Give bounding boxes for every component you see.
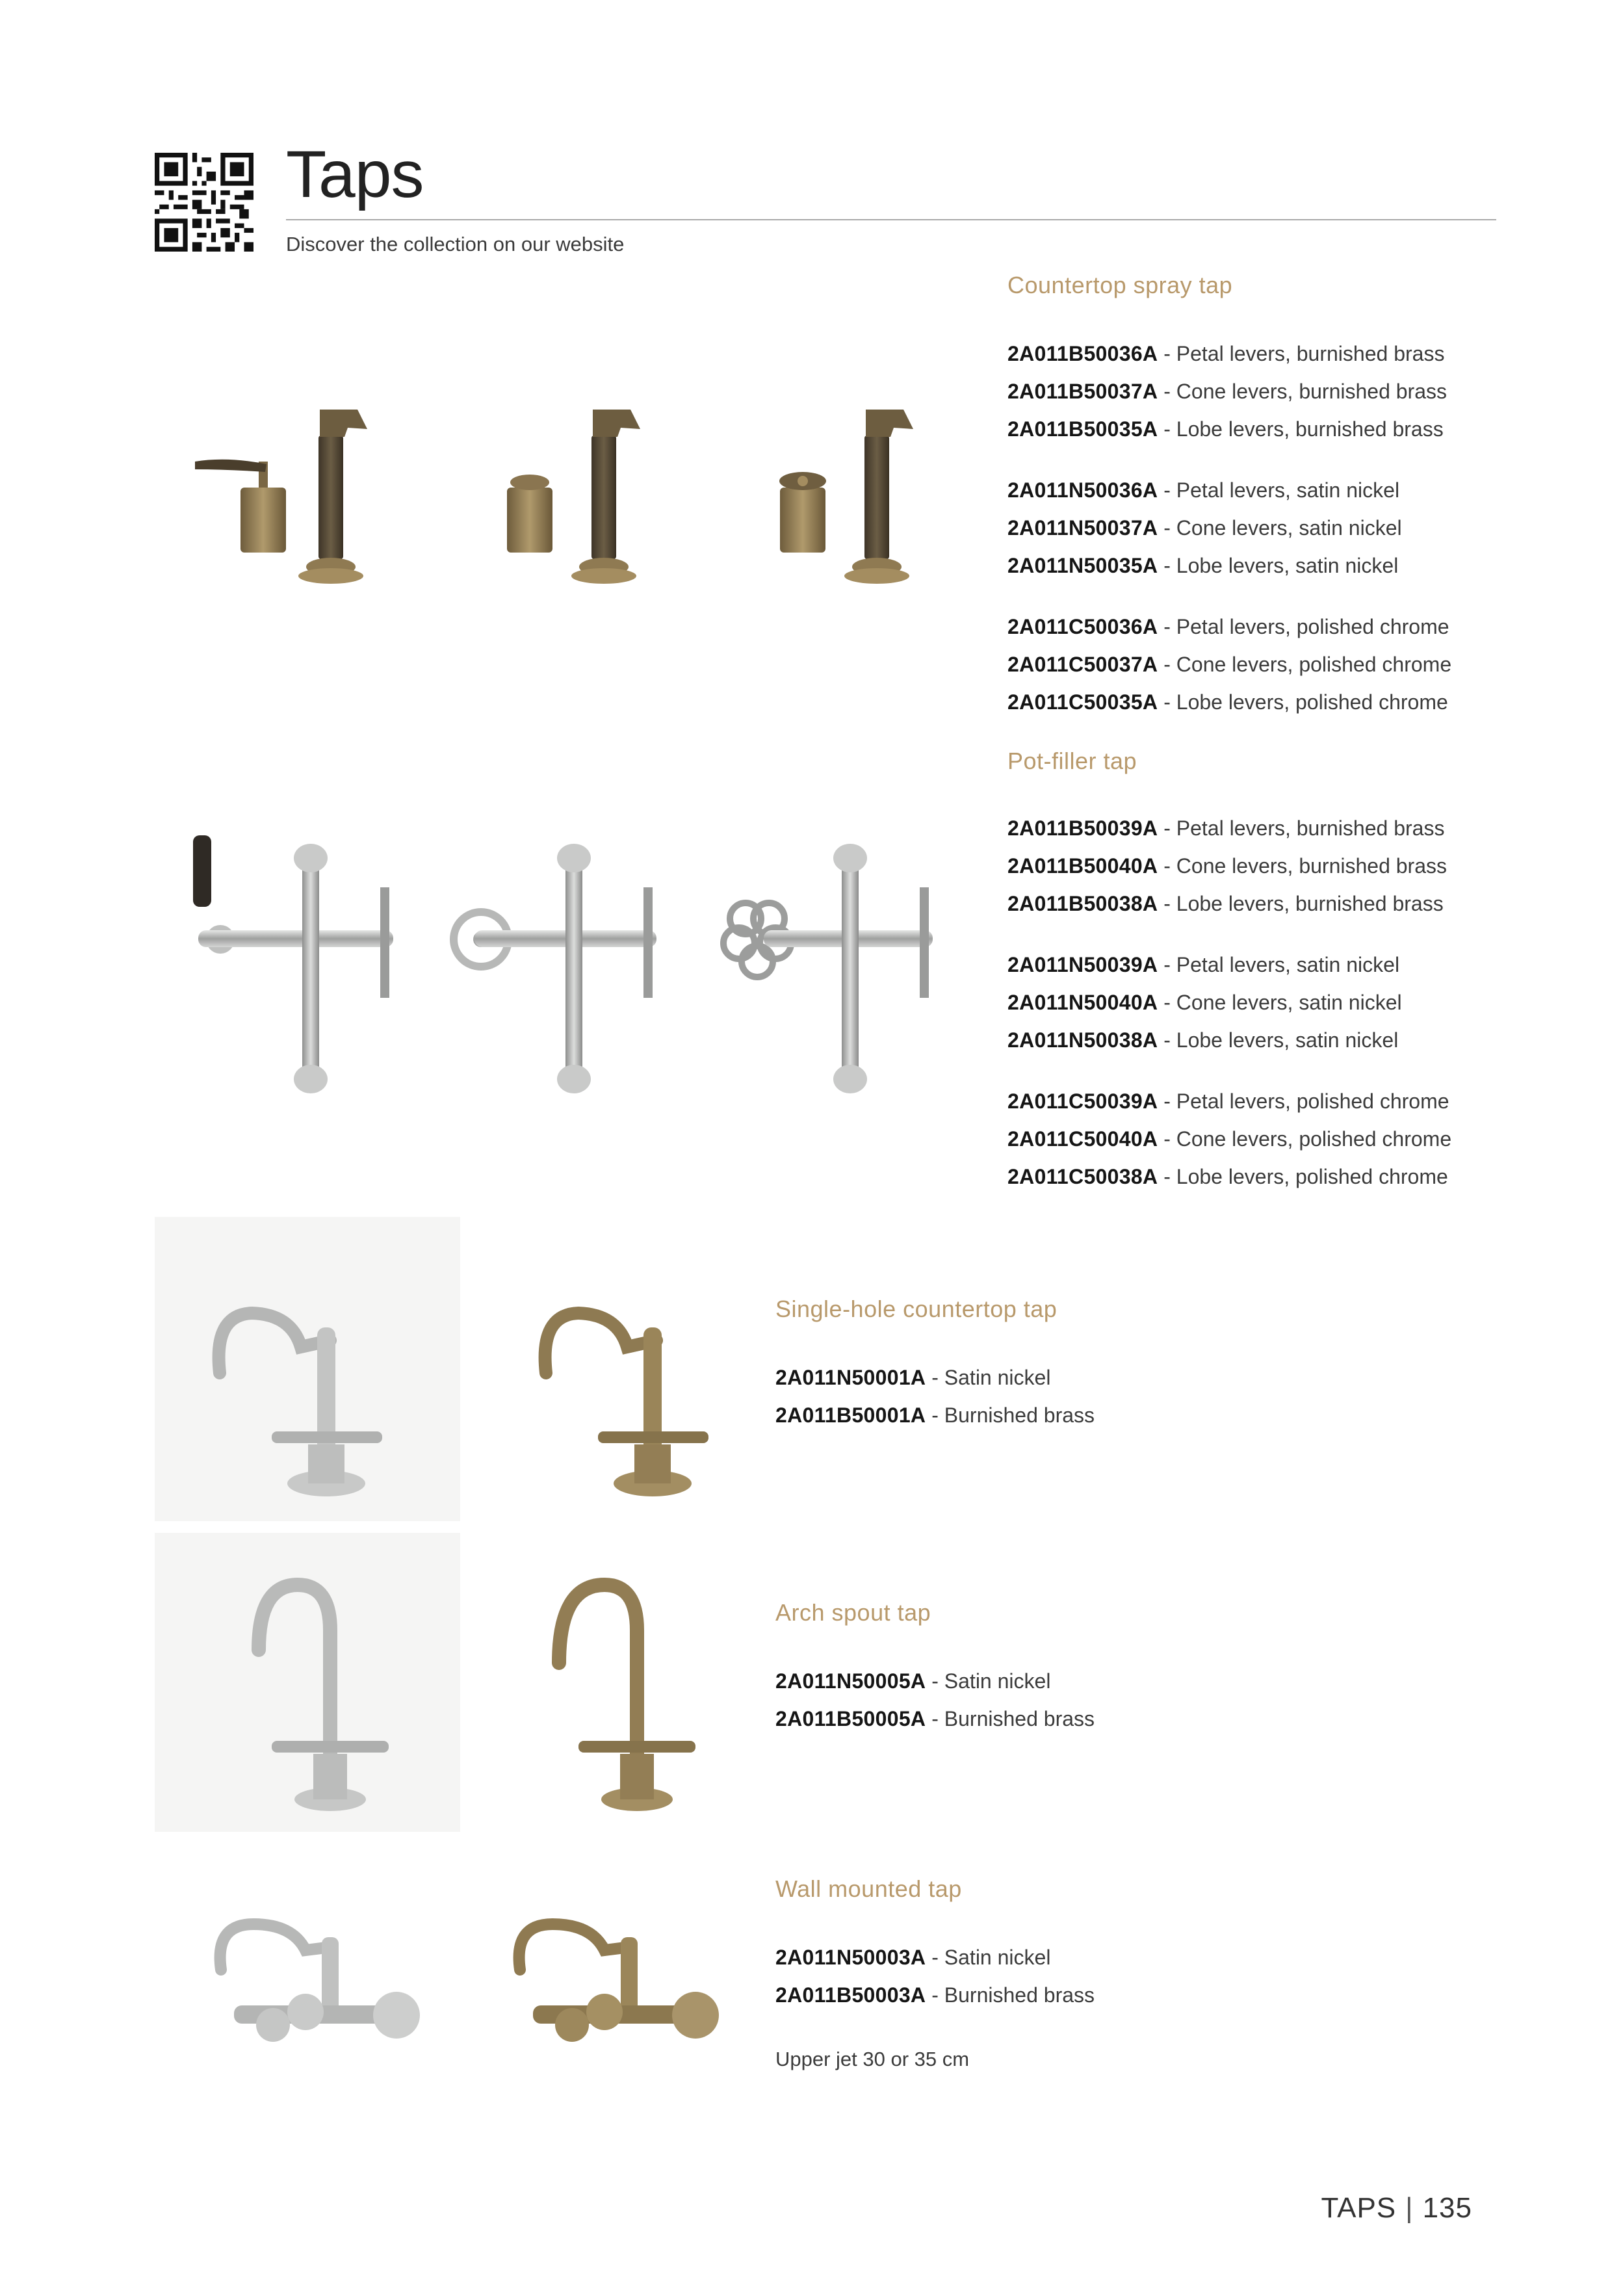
arch-spout-brass-panel: [481, 1533, 786, 1832]
arch-spout-brass-image: [481, 1533, 786, 1832]
arch-spout-code-list: [775, 1662, 1095, 1738]
spray-tap-images: [188, 397, 955, 585]
section-title-wall-mounted: Wall mounted tap: [775, 1875, 962, 1902]
pot-filler-cone-image: [454, 844, 656, 1093]
pot-filler-petal-image: [193, 835, 393, 1093]
list-item: 2A011N50001A - Satin nickel: [775, 1366, 1051, 1389]
section-title-single-hole: Single-hole countertop tap: [775, 1296, 1058, 1322]
list-item: 2A011B50001A - Burnished brass: [775, 1403, 1095, 1427]
spray-tap-cone-image: [507, 410, 640, 584]
list-item: 2A011N50037A - Cone levers, satin nickel: [1007, 516, 1402, 540]
spray-tap-petal-image: [195, 410, 367, 584]
section-title-arch-spout: Arch spout tap: [775, 1599, 931, 1626]
website-link-text[interactable]: Discover the collection on our website: [286, 233, 625, 255]
list-item: 2A011C50040A - Cone levers, polished chrome: [1007, 1127, 1452, 1151]
wall-mounted-brass-image: [519, 1924, 719, 2042]
single-hole-nickel-panel: [155, 1217, 460, 1521]
list-item: 2A011C50035A - Lobe levers, polished chrome: [1007, 690, 1448, 714]
qr-code-icon[interactable]: [155, 153, 253, 252]
section-title-pot-filler: Pot-filler tap: [1007, 748, 1137, 774]
wall-mounted-images: [195, 1898, 741, 2093]
wall-mounted-note: Upper jet 30 or 35 cm: [775, 2048, 970, 2070]
potfiller-code-list: [1007, 809, 1451, 1195]
page-number: 135: [1422, 2192, 1472, 2224]
list-item: 2A011N50035A - Lobe levers, satin nickel: [1007, 554, 1399, 577]
list-item: 2A011C50039A - Petal levers, polished chrome: [1007, 1089, 1449, 1113]
list-item: 2A011B50039A - Petal levers, burnished brass: [1007, 816, 1445, 840]
arch-spout-nickel-image: [155, 1533, 460, 1832]
list-item: 2A011C50036A - Petal levers, polished chrome: [1007, 615, 1449, 638]
list-item: 2A011N50039A - Petal levers, satin nickel: [1007, 953, 1400, 976]
page-footer: [1321, 2192, 1472, 2224]
spray-tap-lobe-image: [779, 410, 913, 584]
pot-filler-images: [185, 816, 978, 1102]
list-item: 2A011B50038A - Lobe levers, burnished brass: [1007, 892, 1444, 915]
single-hole-brass-image: [481, 1217, 786, 1521]
list-item: 2A011N50003A - Satin nickel: [775, 1946, 1051, 1969]
spray-code-list: [1007, 335, 1451, 721]
wall-mounted-nickel-image: [220, 1924, 420, 2042]
list-item: 2A011N50005A - Satin nickel: [775, 1669, 1051, 1693]
list-item: 2A011N50036A - Petal levers, satin nickel: [1007, 478, 1400, 502]
list-item: 2A011B50005A - Burnished brass: [775, 1707, 1095, 1730]
footer-section-label: TAPS: [1321, 2192, 1397, 2224]
list-item: 2A011B50040A - Cone levers, burnished brass: [1007, 854, 1447, 878]
page-title: Taps: [286, 137, 424, 211]
list-item: 2A011C50037A - Cone levers, polished chrome: [1007, 653, 1452, 676]
pot-filler-lobe-image: [723, 844, 933, 1093]
title-divider: [286, 219, 1496, 220]
single-hole-code-list: [775, 1359, 1095, 1434]
list-item: 2A011C50038A - Lobe levers, polished chrome: [1007, 1165, 1448, 1188]
list-item: 2A011N50038A - Lobe levers, satin nickel: [1007, 1028, 1399, 1052]
single-hole-nickel-image: [155, 1217, 460, 1521]
arch-spout-nickel-panel: [155, 1533, 460, 1832]
list-item: 2A011B50036A - Petal levers, burnished brass: [1007, 342, 1445, 365]
list-item: 2A011N50040A - Cone levers, satin nickel: [1007, 991, 1402, 1014]
list-item: 2A011B50037A - Cone levers, burnished brass: [1007, 380, 1447, 403]
list-item: 2A011B50003A - Burnished brass: [775, 1983, 1095, 2007]
wall-mounted-code-list: [775, 1938, 1095, 2014]
section-title-countertop-spray: Countertop spray tap: [1007, 272, 1233, 298]
list-item: 2A011B50035A - Lobe levers, burnished brass: [1007, 417, 1444, 441]
single-hole-brass-panel: [481, 1217, 786, 1521]
footer-separator: |: [1405, 2192, 1414, 2224]
